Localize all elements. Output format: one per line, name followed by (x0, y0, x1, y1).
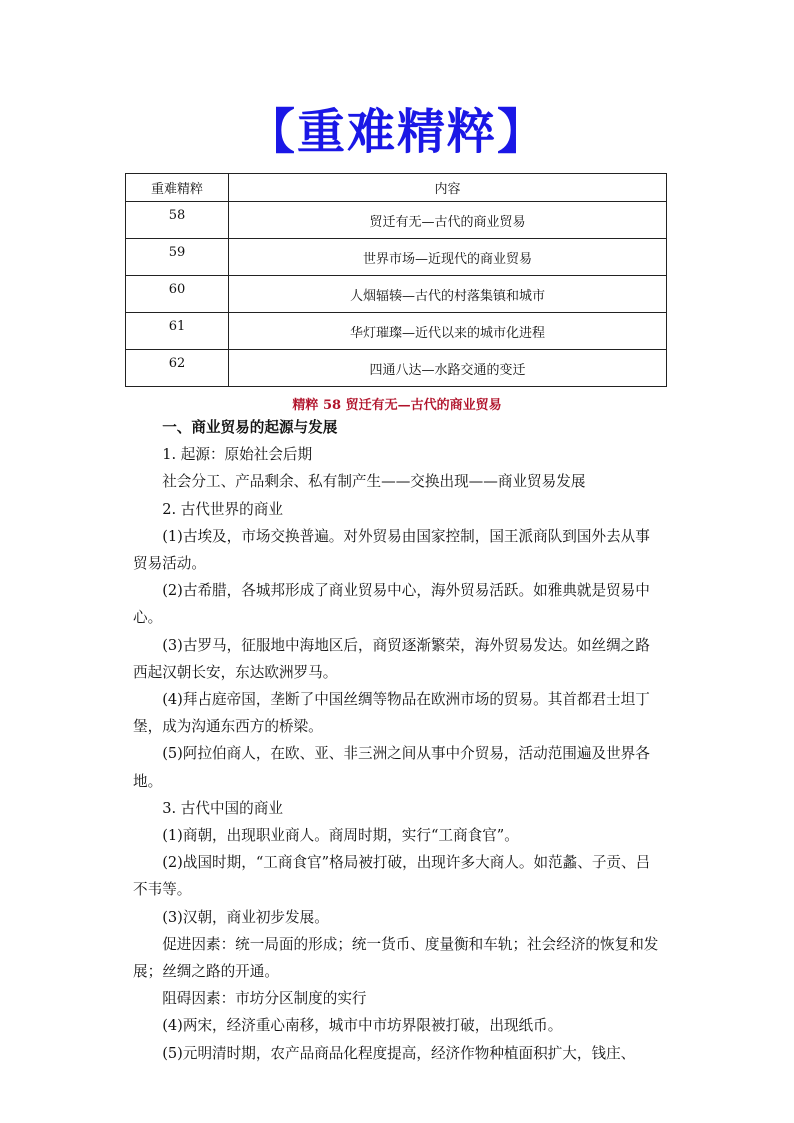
table-row (126, 239, 667, 276)
table-row (126, 313, 667, 350)
topics-table (125, 173, 667, 387)
heading-paragraph: 一、商业贸易的起源与发展 (162, 419, 338, 436)
page-title: 【重难精粹】 (246, 104, 547, 160)
paragraph: (5)元明清时期，农产品商品化程度提高，经济作物种植面积扩大，钱庄、 (162, 1044, 636, 1062)
topic-number: 61 (126, 313, 229, 350)
topic-content: 华灯璀璨—近代以来的城市化进程 (229, 313, 667, 350)
paragraph: (2)战国时期，“工商食官”格局被打破，出现许多大商人。如范蠡、子贡、吕不韦等。 (133, 854, 651, 899)
table-row (126, 276, 667, 313)
topic-number: 58 (126, 202, 229, 239)
header-topic-number: 重难精粹 (126, 174, 229, 202)
paragraph: (3)汉朝，商业初步发展。 (162, 908, 329, 926)
paragraph: 1. 起源：原始社会后期 (162, 446, 313, 464)
paragraph: (4)两宋，经济重心南移，城市中市坊界限被打破，出现纸币。 (162, 1017, 563, 1035)
paragraph: (1)古埃及，市场交换普遍。对外贸易由国家控制，国王派商队到国外去从事贸易活动。 (133, 527, 650, 573)
paragraph: 2. 古代世界的商业 (162, 500, 283, 518)
topic-content: 四通八达—水路交通的变迁 (229, 350, 667, 387)
topic-content: 世界市场—近现代的商业贸易 (229, 239, 667, 276)
paragraph: (5)阿拉伯商人，在欧、亚、非三洲之间从事中介贸易，活动范围遍及世界各地。 (133, 745, 650, 790)
topic-content: 人烟辐辏—古代的村落集镇和城市 (229, 276, 667, 313)
paragraph: (4)拜占庭帝国，垄断了中国丝绸等物品在欧洲市场的贸易。其首都君士坦丁堡，成为沟通东西方的桥梁。 (133, 691, 650, 736)
section-title: 精粹 58 贸迁有无—古代的商业贸易 (292, 398, 502, 413)
topic-number: 59 (126, 239, 229, 276)
topic-number: 60 (126, 276, 229, 313)
paragraph: 社会分工、产品剩余、私有制产生——交换出现——商业贸易发展 (162, 473, 586, 491)
table-row (126, 202, 667, 239)
topic-content: 贸迁有无—古代的商业贸易 (229, 202, 667, 239)
table-header-row (126, 174, 667, 202)
topic-number: 62 (126, 350, 229, 387)
paragraph: 阻碍因素：市坊分区制度的实行 (162, 990, 367, 1008)
paragraph: (2)古希腊，各城邦形成了商业贸易中心，海外贸易活跃。如雅典就是贸易中心。 (133, 582, 650, 627)
paragraph: (3)古罗马，征服地中海地区后，商贸逐渐繁荣，海外贸易发达。如丝绸之路西起汉朝长安，东达欧洲罗马。 (133, 636, 650, 681)
body-text (133, 414, 661, 1067)
header-content: 内容 (229, 174, 667, 202)
table-row (126, 350, 667, 387)
paragraph: 促进因素：统一局面的形成；统一货币、度量衡和车轨；社会经济的恢复和发展；丝绸之路的开通。 (133, 935, 659, 981)
paragraph: 3. 古代中国的商业 (162, 799, 283, 817)
paragraph: (1)商朝，出现职业商人。商周时期，实行“工商食官”。 (162, 827, 519, 845)
